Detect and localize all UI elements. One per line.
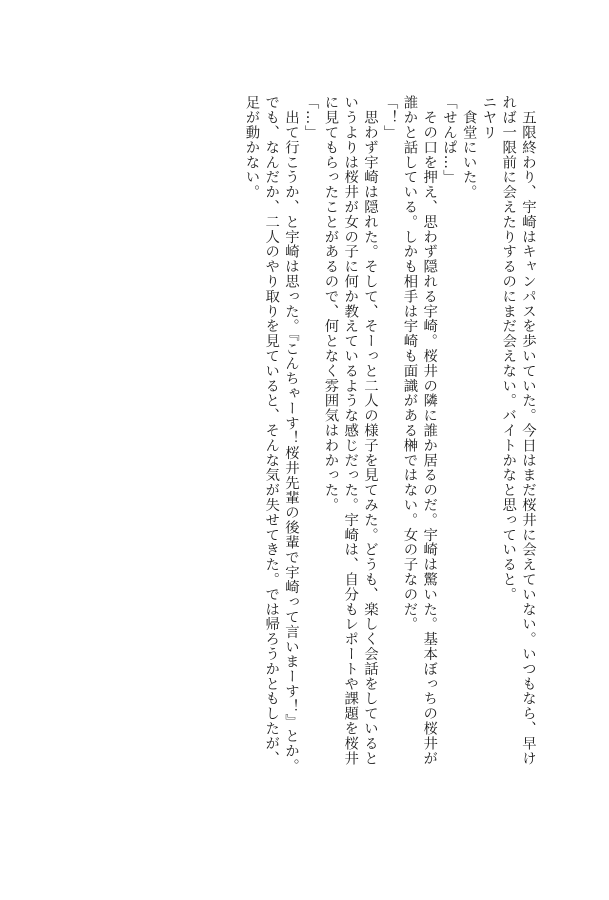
text-line: 五限終わり、宇崎はキャンパスを歩いていた。今日はまだ桜井に会えていない。いつもなら、早け bbox=[520, 95, 536, 766]
text-line: 出て行こうか、と宇崎は思った。『こんちゃーす！桜井先輩の後輩で宇崎って言いまーす！』とか。 bbox=[283, 95, 299, 774]
text-line: 食堂にいた。 bbox=[460, 95, 477, 200]
text-line: 「せんぱ…」 bbox=[441, 95, 457, 185]
text-line: でも、なんだか、二人のやり取りを見ていると、そんな気が失せてきた。では帰ろうかともしたが、 bbox=[263, 95, 280, 766]
text-line: れば一限前に会えたりするのにまだ会えない。バイトかなと思っていると。 bbox=[500, 95, 517, 602]
text-line: 思わず宇崎は隠れた。そして、そーっと二人の様子を見てみた。どうも、楽しく会話をしていると bbox=[362, 95, 378, 766]
text-line: ニヤリ bbox=[480, 95, 497, 140]
text-line: 足が動かない。 bbox=[243, 95, 260, 200]
text-line: いうよりは桜井が女の子に何か教えているような感じだった。宇崎は、自分もレポートや課題を桜井 bbox=[342, 95, 359, 766]
text-line: 「…」 bbox=[302, 95, 319, 140]
text-line: 「！」 bbox=[381, 95, 398, 140]
text-line: その口を押え、思わず隠れる宇崎。桜井の隣に誰か居るのだ。宇崎は驚いた。基本ぼっちの桜井が bbox=[421, 95, 438, 766]
text-line: に見てもらったことがあるので、何となく雰囲気はわかった。 bbox=[322, 95, 339, 513]
text-line: 誰かと話している。しかも相手は宇崎も面識がある榊ではない。女の子なのだ。 bbox=[401, 95, 418, 632]
vertical-text-body bbox=[241, 95, 537, 815]
